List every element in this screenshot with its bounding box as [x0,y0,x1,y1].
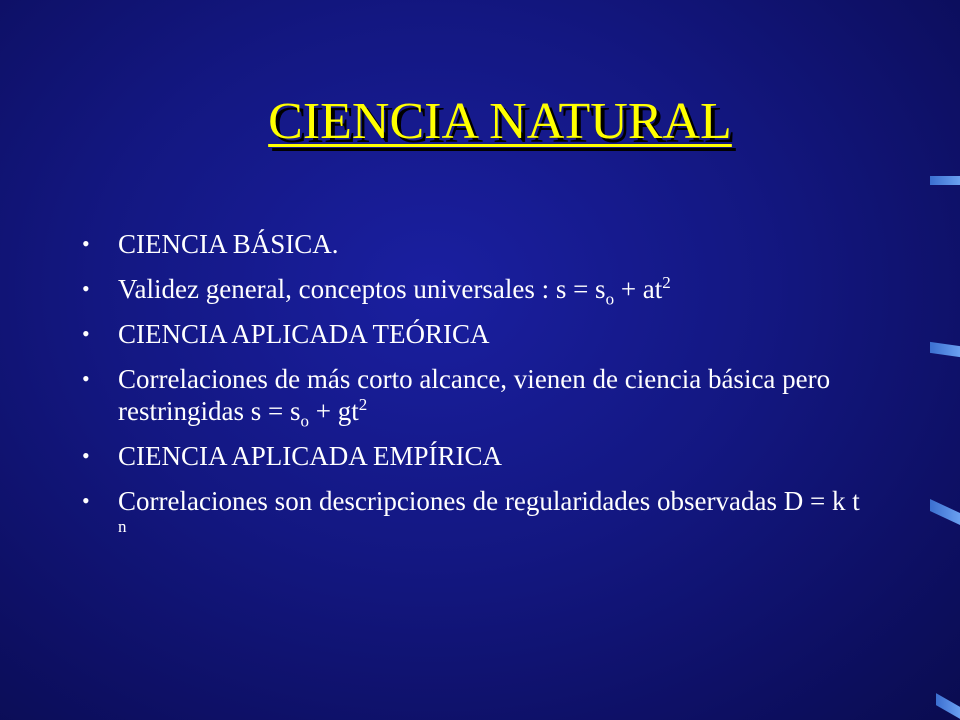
edge-mark-decoration [936,693,960,719]
bullet-icon: • [82,321,90,346]
title-wrap [0,92,960,151]
bullet-icon: • [82,231,90,256]
slide-title: CIENCIA NATURAL [268,93,732,150]
bullet-icon: • [82,366,90,391]
subscript: o [300,411,309,431]
superscript: n [118,517,127,536]
bullet-text: Validez general, conceptos universales : s = s [118,274,606,304]
bullet-icon: • [82,488,90,513]
subscript: o [605,289,615,309]
edge-mark-decoration [930,342,960,357]
bullet-item [82,228,862,260]
bullet-text: + gt [308,396,359,426]
bullet-text: Correlaciones son descripciones de regularidades observadas D = k t [118,486,860,516]
bullet-icon: • [82,276,90,301]
bullet-icon: • [82,443,90,468]
bullet-item [82,485,862,549]
bullet-list [82,228,862,562]
bullet-item [82,363,862,431]
bullet-text: Correlaciones de más corto alcance, vienen de ciencia básica pero restringidas s = s [118,364,831,426]
edge-mark-decoration [930,499,960,525]
bullet-item [82,273,862,309]
bullet-text: CIENCIA APLICADA EMPÍRICA [118,441,503,471]
bullet-item [82,440,862,472]
superscript: 2 [358,395,368,414]
edge-mark-decoration [930,176,960,185]
bullet-text: + at [614,274,663,304]
bullet-item [82,318,862,350]
bullet-text: CIENCIA BÁSICA. [118,229,339,259]
bullet-text: CIENCIA APLICADA TEÓRICA [118,319,490,349]
superscript: 2 [662,273,671,292]
